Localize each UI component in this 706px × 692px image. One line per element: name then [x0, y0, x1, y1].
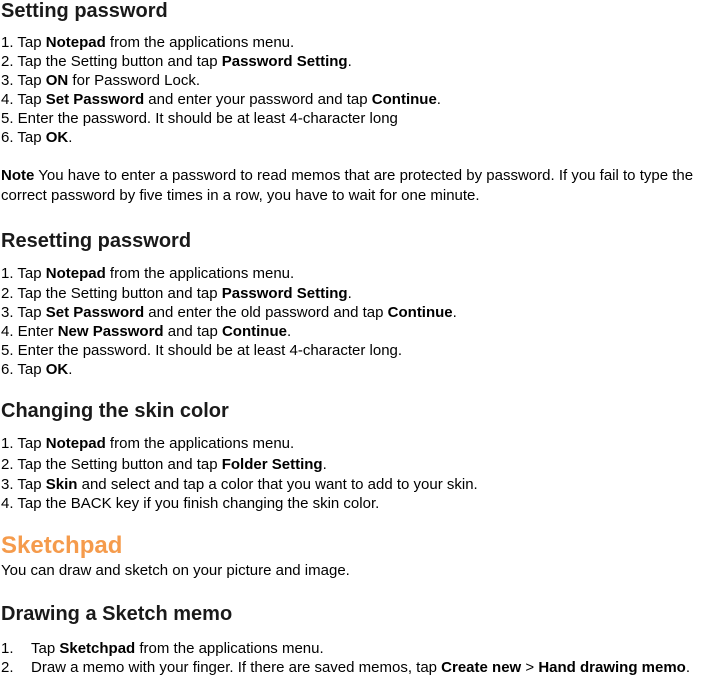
- step-line: 1. Tap Notepad from the applications menu.: [1, 435, 295, 452]
- step-line: 3. Tap ON for Password Lock.: [1, 72, 200, 89]
- step-line: 4. Tap the BACK key if you finish changing the skin color.: [1, 495, 380, 512]
- note-label: Note: [1, 167, 35, 184]
- step-line: 2. Tap the Setting button and tap Password Setting.: [1, 285, 352, 302]
- heading-drawing-sketch-memo: Drawing a Sketch memo: [1, 603, 233, 625]
- step-line: 2. Tap the Setting button and tap Folder Setting.: [1, 456, 327, 473]
- list-item-text: Draw a memo with your finger. If there are saved memos, tap Create new > Hand drawing memo.: [31, 659, 691, 676]
- step-line: 1. Tap Notepad from the applications menu.: [1, 265, 295, 282]
- step-line: 4. Enter New Password and tap Continue.: [1, 323, 292, 340]
- step-line: 6. Tap OK.: [1, 129, 73, 146]
- step-line: 5. Enter the password. It should be at least 4-character long: [1, 110, 398, 127]
- step-line: 2. Tap the Setting button and tap Password Setting.: [1, 53, 352, 70]
- sketchpad-intro: You can draw and sketch on your picture and image.: [1, 562, 350, 579]
- note-text: You have to enter a password to read memos that are protected by password. If you fail to type the correct password by five times in a row, you have to wait for one minute.: [1, 167, 694, 204]
- list-item-number: 2.: [1, 659, 14, 676]
- note-paragraph: [1, 166, 705, 206]
- heading-changing-skin-color: Changing the skin color: [1, 400, 229, 422]
- step-line: 6. Tap OK.: [1, 361, 73, 378]
- step-line: 5. Enter the password. It should be at least 4-character long.: [1, 342, 403, 359]
- step-line: 4. Tap Set Password and enter your password and tap Continue.: [1, 91, 441, 108]
- list-item-text: Tap Sketchpad from the applications menu.: [31, 640, 324, 657]
- heading-sketchpad: Sketchpad: [1, 532, 123, 559]
- step-line: 3. Tap Skin and select and tap a color that you want to add to your skin.: [1, 476, 478, 493]
- step-line: 3. Tap Set Password and enter the old password and tap Continue.: [1, 304, 457, 321]
- heading-setting-password: Setting password: [1, 0, 168, 22]
- step-line: 1. Tap Notepad from the applications menu.: [1, 34, 295, 51]
- heading-resetting-password: Resetting password: [1, 230, 192, 252]
- list-item-number: 1.: [1, 640, 14, 657]
